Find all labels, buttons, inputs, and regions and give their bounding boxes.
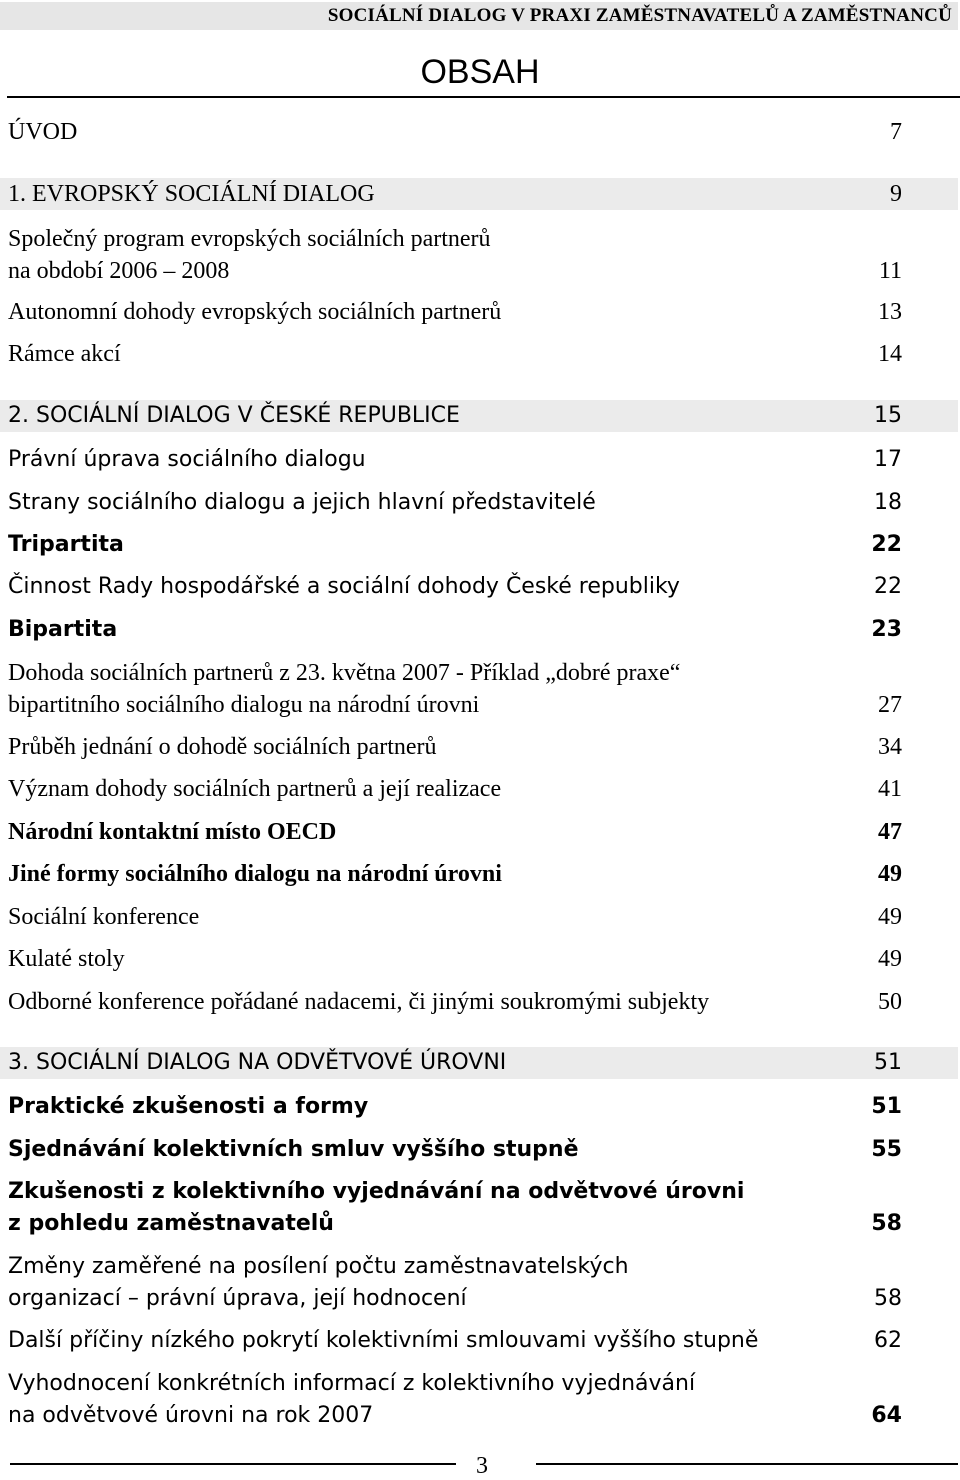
toc-entry-page: 51 [871,1094,902,1119]
footer-rule-right [536,1463,958,1465]
toc-entry-page: 7 [890,119,902,145]
toc-entry-title: 2. SOCIÁLNÍ DIALOG V ČESKÉ REPUBLICE [8,403,460,428]
toc-entry-page: 41 [878,776,902,802]
toc-entry[interactable] [0,487,958,519]
toc-entry-page: 17 [874,447,902,472]
toc-entry[interactable] [0,1325,958,1357]
toc-entry[interactable] [0,338,958,370]
toc-entry-page: 62 [874,1328,902,1353]
toc-entry-title: Další příčiny nízkého pokrytí kolektivními smlouvami vyššího stupně [8,1328,759,1353]
toc-entry-page: 58 [874,1286,902,1311]
toc-entry[interactable] [0,1251,958,1315]
toc-entry-title: Právní úprava sociálního dialogu [8,447,366,472]
running-header: SOCIÁLNÍ DIALOG V PRAXI ZAMĚSTNAVATELŮ A ZAMĚSTNANCŮ [0,2,958,30]
toc-entry[interactable] [0,1176,958,1240]
toc-entry-title: Odborné konference pořádané nadacemi, či jinými soukromými subjekty [8,989,710,1015]
toc-entry-title: Rámce akcí [8,341,121,367]
toc-entry-title-line2: z pohledu zaměstnavatelů [8,1211,334,1236]
toc-entry-page: 50 [878,989,902,1015]
toc-entry-title: Změny zaměřené na posílení počtu zaměstnavatelských [8,1254,629,1279]
toc-entry[interactable] [0,773,958,805]
toc-entry-title: Dohoda sociálních partnerů z 23. května 2007 - Příklad „dobré praxe“ [8,660,681,686]
toc-entry[interactable] [0,296,958,328]
toc-entry-title: Strany sociálního dialogu a jejich hlavní představitelé [8,490,596,515]
toc-entry[interactable] [0,858,958,890]
toc-entry-title: ÚVOD [8,119,78,145]
toc-entry-title: 3. SOCIÁLNÍ DIALOG NA ODVĚTVOVÉ ÚROVNI [8,1050,507,1075]
toc-entry-page: 11 [878,258,902,284]
toc-entry[interactable] [0,731,958,763]
toc-entry-title: Společný program evropských sociálních partnerů [8,226,491,252]
toc-entry-page: 9 [890,181,902,207]
toc-entry-title: Vyhodnocení konkrétních informací z kolektivního vyjednávání [8,1371,696,1396]
toc-entry-title: Průběh jednání o dohodě sociálních partnerů [8,734,437,760]
toc-entry-page: 14 [878,341,902,367]
toc-entry-title-line2: bipartitního sociálního dialogu na národní úrovni [8,692,480,718]
toc-entry-title: Národní kontaktní místo OECD [8,819,337,845]
toc-title: OBSAH [420,53,540,91]
toc-entry-page: 49 [878,861,902,887]
toc-entry-title-line2: na odvětvové úrovni na rok 2007 [8,1403,374,1428]
toc-entry[interactable] [0,901,958,933]
toc-entry-title: Kulaté stoly [8,946,125,972]
toc-entry-page: 22 [874,574,902,599]
toc-entry-page: 49 [878,904,902,930]
toc-entry-page: 27 [878,692,902,718]
toc-entry-uvod[interactable] [0,116,958,148]
toc-entry-page: 22 [871,532,902,557]
toc-entry-page: 13 [878,299,902,325]
toc-entry[interactable] [0,657,958,721]
toc-entry-title: Význam dohody sociálních partnerů a její realizace [8,776,502,802]
toc-entry[interactable] [0,943,958,975]
toc-entry-title-line2: na období 2006 – 2008 [8,258,230,284]
toc-entry[interactable] [0,529,958,561]
toc-entry[interactable] [0,444,958,476]
toc-entry-title-line2: organizací – právní úprava, její hodnocení [8,1286,467,1311]
toc-entry-page: 34 [878,734,902,760]
toc-entry-title: Bipartita [8,617,118,642]
title-divider [7,96,960,98]
toc-entry[interactable] [0,816,958,848]
footer-rule-left [10,1463,456,1465]
toc-entry-title: Činnost Rady hospodářské a sociální dohody České republiky [8,574,680,599]
toc-entry[interactable] [0,223,958,287]
toc-entry-title: Sjednávání kolektivních smluv vyššího stupně [8,1137,579,1162]
toc-entry[interactable] [0,614,958,646]
toc-entry-page: 55 [871,1137,902,1162]
toc-entry-title: Jiné formy sociálního dialogu na národní úrovni [8,861,502,887]
toc-entry[interactable] [0,1091,958,1123]
toc-entry-page: 64 [871,1403,902,1428]
page-number: 3 [476,1453,488,1479]
toc-entry-title: Sociální konference [8,904,200,930]
toc-entry-page: 58 [871,1211,902,1236]
toc-chapter-3[interactable] [0,1047,958,1079]
toc-entry[interactable] [0,1134,958,1166]
toc-entry-title: 1. EVROPSKÝ SOCIÁLNÍ DIALOG [8,181,375,207]
toc-entry[interactable] [0,986,958,1018]
toc-entry[interactable] [0,571,958,603]
toc-entry-page: 15 [874,403,902,428]
toc-entry-title: Autonomní dohody evropských sociálních partnerů [8,299,502,325]
toc-entry-page: 18 [874,490,902,515]
toc-entry-page: 49 [878,946,902,972]
toc-entry-title: Praktické zkušenosti a formy [8,1094,369,1119]
toc-entry[interactable] [0,1368,958,1432]
toc-entry-page: 47 [878,819,902,845]
toc-entry-page: 51 [874,1050,902,1075]
toc-chapter-2[interactable] [0,400,958,432]
toc-entry-title: Zkušenosti z kolektivního vyjednávání na odvětvové úrovni [8,1179,745,1204]
toc-entry-title: Tripartita [8,532,124,557]
toc-chapter-1[interactable] [0,178,958,210]
toc-entry-page: 23 [871,617,902,642]
